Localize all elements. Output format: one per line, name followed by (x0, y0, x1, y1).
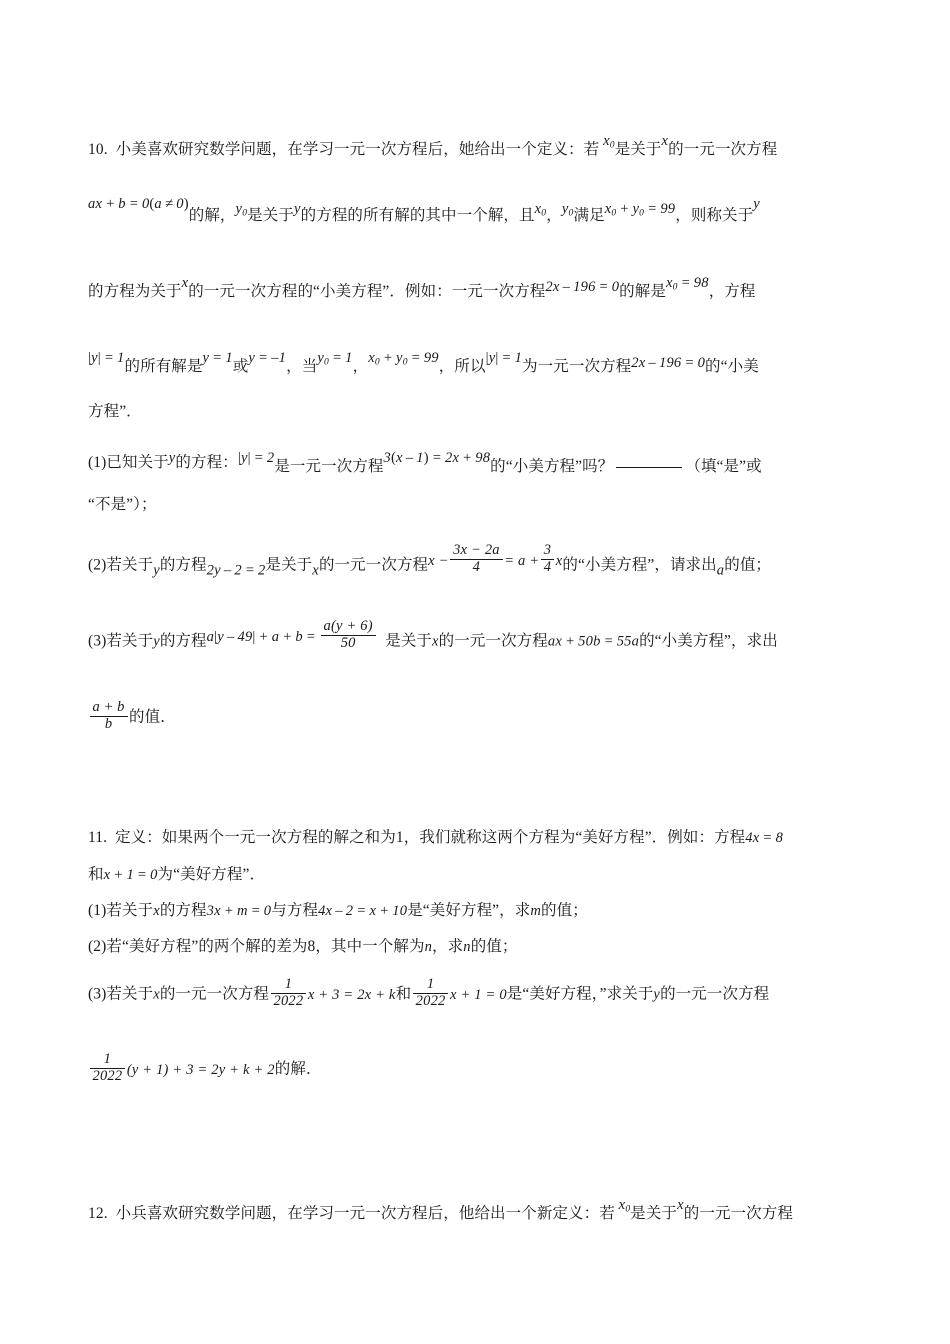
math-x: x (181, 275, 189, 291)
fraction-numerator: 1 (103, 1051, 112, 1067)
problem-10-line-2 (88, 191, 866, 229)
text: 的一元一次方程 (318, 556, 429, 574)
text: 的方程 (159, 632, 207, 650)
text: ， (352, 358, 369, 375)
text: 的“小美方程”，请求出 (562, 556, 717, 574)
math-x0: $x_0$ (534, 201, 547, 219)
math-rest: x + 3 = 2x + k (307, 986, 396, 1003)
math-abs-y-eq-1: |y| = 1 (88, 350, 125, 366)
fraction-numerator: a + b (92, 699, 125, 715)
text: 定义：如果两个一元一次方程的解之和为1，我们就称这两个方程为“美好方程”．例如：方程 (115, 829, 746, 846)
text: 是关于 (630, 1205, 678, 1222)
problem-10-number: 10. (88, 141, 108, 158)
text: （填“是”或 (685, 458, 762, 475)
math-n: n (463, 939, 471, 955)
text: 为一元一次方程 (522, 358, 632, 375)
text: 的一元一次方程 (159, 985, 270, 1003)
text: 是关于 (247, 207, 294, 224)
fraction-denominator: 2022 (90, 1068, 126, 1085)
math-a: a (716, 562, 725, 579)
text: 的一元一次方程 (438, 632, 548, 650)
text: (3)若关于 (88, 632, 154, 650)
fraction-a-plus-b-over-b (90, 700, 128, 732)
fraction-denominator: b (90, 716, 128, 733)
math-abs-equation-with-fraction (206, 618, 378, 651)
text: 是“美好方程，”求关于 (506, 985, 654, 1003)
text: 小美喜欢研究数学问题，在学习一元一次方程后，她给出一个定义：若 (115, 141, 600, 158)
fraction-numerator: 1 (426, 976, 435, 992)
text: 和 (88, 866, 104, 883)
problem-12-line-1 (88, 1192, 866, 1227)
fraction-1-over-2022 (413, 977, 449, 1009)
math-2y-2-eq-2: 2y – 2 = 2 (206, 562, 266, 579)
text: 的一元一次方程 (660, 985, 770, 1003)
math-mid: = a + (504, 552, 540, 569)
math-rest: x + 1 = 0 (449, 986, 507, 1003)
math-y-eq-neg1: y = –1 (248, 350, 287, 366)
math-y: y (168, 450, 176, 466)
text: 方程”． (88, 403, 142, 420)
text: (1)已知关于 (88, 454, 169, 471)
math-ax-50b-eq-55a: ax + 50b = 55a (547, 633, 640, 650)
fraction-3x-2a-over-4 (450, 543, 503, 575)
math-4x-eq-8: 4x = 8 (745, 830, 784, 846)
text: 的方程 (159, 902, 207, 919)
fraction-denominator: 2022 (413, 993, 449, 1010)
text: 的值； (724, 556, 772, 574)
text: 和 (395, 985, 412, 1003)
text: (3)若关于 (88, 985, 154, 1003)
problem-10-part-2 (88, 543, 866, 584)
text: 的方程为关于 (88, 283, 182, 300)
math-x: x (153, 986, 160, 1003)
text: ， (546, 207, 562, 224)
text: 的值； (541, 902, 588, 919)
math-y: y (753, 196, 760, 212)
answer-blank-1[interactable] (616, 454, 682, 468)
fraction-1-over-2022 (271, 977, 307, 1009)
math-x0-plus-y0-eq-99: $x_0 + y_0 = 99$ (368, 350, 439, 368)
problem-10-line-3 (88, 270, 866, 305)
text: ，则称关于 (675, 207, 754, 224)
text: 是一元一次方程 (274, 458, 384, 475)
fraction-denominator: 4 (541, 559, 554, 576)
problem-10-part-1-cont (88, 492, 866, 518)
text: 小兵喜欢研究数学问题，在学习一元一次方程后，他给出一个新定义：若 (115, 1205, 615, 1222)
math-tail: x (555, 552, 563, 569)
problem-12-number: 12. (88, 1205, 108, 1222)
fraction-3-over-4 (541, 543, 554, 575)
problem-11-part-3-cont (88, 1052, 866, 1084)
math-first-beautiful-equation (269, 976, 396, 1009)
worksheet-page (88, 0, 866, 1344)
text: 的方程的所有解的其中一个解，且 (300, 207, 535, 224)
text: 满足 (573, 207, 605, 224)
problem-11-line-1 (88, 825, 866, 851)
text: 的一元一次方程 (683, 1205, 793, 1222)
text: 是关于 (385, 632, 433, 650)
text: 的值． (129, 708, 176, 726)
fraction-denominator: 50 (321, 635, 376, 652)
text: 的解， (188, 207, 236, 224)
text: 的方程 (159, 556, 207, 574)
math-y0: $y_0$ (561, 201, 574, 219)
problem-10-part-3-cont (88, 700, 866, 732)
math-x: x (312, 562, 319, 579)
text: 或 (232, 358, 249, 375)
fraction-1-over-2022 (90, 1052, 126, 1084)
text: ，当 (286, 358, 318, 375)
text: 的“小美方程”，求出 (639, 632, 778, 650)
text: 与方程 (271, 902, 319, 919)
text: ，求 (432, 938, 464, 955)
math-abs-y-eq-1: |y| = 1 (485, 350, 523, 366)
math-y0: $y_0$ (235, 201, 248, 219)
math-y0-eq-1: $y_0 = 1$ (317, 350, 353, 368)
math-y: y (153, 562, 160, 579)
problem-11-part-3 (88, 977, 866, 1009)
math-x: x (153, 903, 160, 919)
fraction-numerator: a(y + 6) (323, 618, 373, 634)
math-x: x (661, 133, 669, 149)
text: “不是”）； (88, 496, 157, 513)
problem-10-part-1 (88, 445, 866, 480)
text: 是关于 (614, 141, 662, 158)
math-3x-plus-m-eq-0: 3x + m = 0 (206, 903, 272, 919)
fraction-denominator: 4 (450, 559, 503, 576)
text: 的值； (470, 938, 518, 955)
math-y: y (153, 633, 160, 650)
text: (2)若关于 (88, 556, 154, 574)
text: 的解是 (619, 283, 666, 300)
math-2x-196-eq-0: 2x – 196 = 0 (631, 355, 706, 371)
fraction-a-y-plus-6-over-50 (321, 619, 376, 651)
text: 为“美好方程”． (157, 866, 266, 883)
fraction-numerator: 3 (543, 542, 552, 558)
math-m: m (530, 903, 542, 919)
fraction-denominator: 2022 (271, 993, 307, 1010)
problem-11-line-2 (88, 862, 866, 888)
math-n: n (424, 939, 433, 955)
problem-11-number: 11. (88, 829, 108, 846)
math-abs-y-eq-2: |y| = 2 (237, 450, 275, 466)
text: ，方程 (708, 283, 756, 300)
text: (1)若关于 (88, 902, 154, 919)
math-lead: x − (428, 552, 449, 569)
math-x-plus-1-eq-0: x + 1 = 0 (103, 867, 158, 883)
math-4x-2-eq-x-10: 4x – 2 = x + 10 (318, 903, 408, 919)
math-lead: a|y – 49| + a + b = (206, 628, 320, 645)
math-x0-eq-98: $x_0 = 98$ (665, 275, 709, 293)
text: 的解． (274, 1060, 322, 1078)
fraction-numerator: 1 (284, 976, 293, 992)
problem-11-part-2 (88, 934, 866, 960)
math-y-eq-1: y = 1 (202, 350, 233, 366)
text: 的一元一次方程的“小美方程”．例如：一元一次方程 (188, 283, 546, 300)
text: 的所有解是 (124, 358, 203, 375)
math-3x-1-eq-2x-98: 3(x – 1) = 2x + 98 (383, 450, 491, 466)
text: 的方程： (175, 454, 238, 471)
math-y: y (653, 986, 661, 1003)
text: 的“小美方程”吗？ (490, 458, 614, 475)
text: (2)若“美好方程”的两个解的差为8，其中一个解为 (88, 938, 425, 955)
math-linear-equation: ax + b = 0(a ≠ 0) (88, 196, 189, 212)
math-second-beautiful-equation (411, 976, 507, 1009)
problem-11-part-1 (88, 898, 866, 924)
math-equation-with-fractions (428, 542, 563, 575)
math-x: x (432, 633, 439, 650)
text: 是关于 (265, 556, 313, 574)
text: 的一元一次方程 (668, 141, 778, 158)
math-2x-196: 2x – 196 = 0 (545, 279, 620, 295)
fraction-numerator: 3x − 2a (453, 542, 500, 558)
problem-10-line-5 (88, 399, 866, 425)
math-y: y (293, 201, 301, 217)
math-x0: $x_0$ (618, 1197, 631, 1215)
problem-10-line-4 (88, 345, 866, 380)
math-rest: (y + 1) + 3 = 2y + k + 2 (126, 1061, 275, 1078)
math-x0: $x_0$ (603, 133, 615, 151)
math-target-equation (88, 1051, 275, 1084)
math-x: x (677, 1197, 684, 1213)
problem-10-part-3 (88, 619, 866, 655)
text: ，所以 (438, 358, 486, 375)
problem-10-line-1 (88, 128, 866, 163)
math-x0-plus-y0: $x_0 + y_0 = 99$ (604, 201, 676, 219)
text: 是“美好方程”，求 (407, 902, 531, 919)
text: 的“小美 (705, 358, 759, 375)
